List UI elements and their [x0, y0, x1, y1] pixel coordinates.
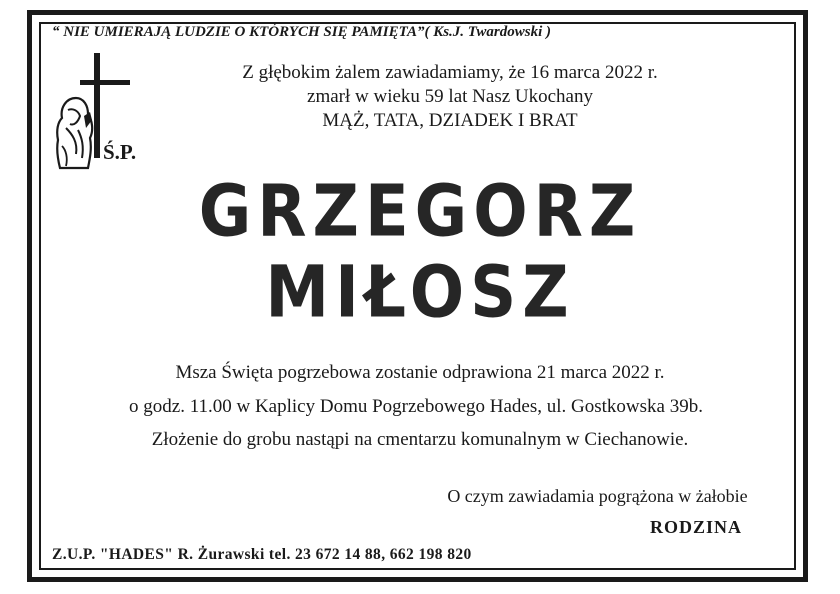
prefix-sp: Ś.P. [103, 140, 137, 164]
deceased-first-name: GRZEGORZ [198, 170, 642, 254]
funeral-home-footer: Z.U.P. "HADES" R. Żurawski tel. 23 672 14 88, 662 198 820 [52, 546, 472, 563]
funeral-place-line: o godz. 11.00 w Kaplicy Domu Pogrzebowego Hades, ul. Gostkowska 39b. [129, 396, 703, 417]
deceased-last-name: MIŁOSZ [265, 251, 575, 335]
burial-line: Złożenie do grobu nastąpi na cmentarzu komunalnym w Ciechanowie. [151, 429, 689, 450]
funeral-mass-line: Msza Święta pogrzebowa zostanie odprawiona 21 marca 2022 r. [175, 362, 665, 383]
announcement-intro [230, 61, 670, 133]
motto-quote: “ NIE UMIERAJĄ LUDZIE O KTÓRYCH SIĘ PAMIĘTA”( Ks.J. Twardowski ) [52, 24, 551, 40]
intro-line-2: zmarł w wieku 59 lat Nasz Ukochany [307, 86, 593, 107]
closing-notice: O czym zawiadamia pogrążona w żałobie [447, 486, 748, 506]
family-signature: RODZINA [650, 517, 743, 537]
intro-line-1: Z głębokim żalem zawiadamiamy, że 16 marca 2022 r. [242, 62, 658, 83]
intro-line-3: MĄŻ, TATA, DZIADEK I BRAT [322, 110, 578, 131]
